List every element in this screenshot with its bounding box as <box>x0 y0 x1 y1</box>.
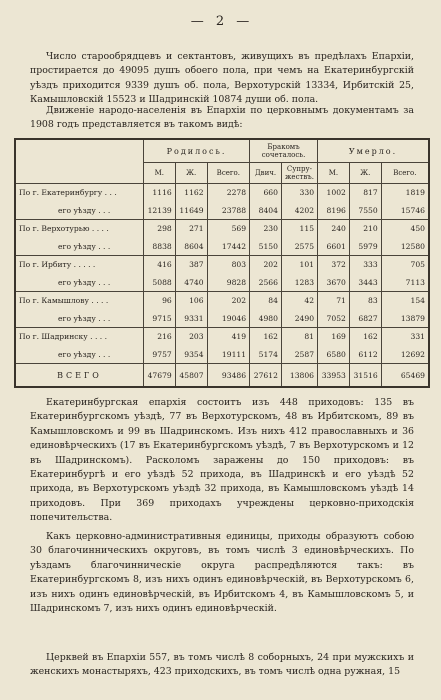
header-married-couples: Супру-жествъ. <box>281 163 317 184</box>
table-cell: 2575 <box>281 238 317 256</box>
table-cell: 660 <box>250 184 282 202</box>
table-cell: 705 <box>381 256 428 274</box>
table-cell: 169 <box>318 328 350 346</box>
table-row <box>16 274 428 292</box>
table-cell: 5088 <box>143 274 175 292</box>
row-label: По г. Верхотурью . . . . <box>16 220 143 238</box>
table-cell: 1162 <box>175 184 207 202</box>
total-row <box>16 364 428 387</box>
table-cell: 4202 <box>281 202 317 220</box>
table-cell: 2278 <box>207 184 250 202</box>
table-cell: 9331 <box>175 310 207 328</box>
header-born: Родилось. <box>143 140 249 163</box>
row-label: его уѣзду . . . <box>58 313 111 323</box>
table-cell: 71 <box>318 292 350 310</box>
table-row <box>16 184 428 202</box>
table-cell: 8404 <box>250 202 282 220</box>
table-cell: 7550 <box>349 202 381 220</box>
header-died: Умерло. <box>318 140 428 163</box>
table-cell: 8196 <box>318 202 350 220</box>
row-label: По г. Ирбиту . . . . . <box>16 256 143 274</box>
header-married-first: Двич. <box>250 163 282 184</box>
table-cell: 210 <box>349 220 381 238</box>
table-row <box>16 220 428 238</box>
table-cell: 817 <box>349 184 381 202</box>
total-cell: 93486 <box>207 364 250 387</box>
table-cell: 115 <box>281 220 317 238</box>
table-cell: 106 <box>175 292 207 310</box>
table-cell: 416 <box>143 256 175 274</box>
table-cell: 17442 <box>207 238 250 256</box>
table-row <box>16 292 428 310</box>
row-label: его уѣзду . . . <box>58 277 111 287</box>
table-cell: 3443 <box>349 274 381 292</box>
row-label: По г. Екатеринбургу . . . <box>16 184 143 202</box>
table-cell: 6580 <box>318 346 350 364</box>
total-cell: 27612 <box>250 364 282 387</box>
table-cell: 19111 <box>207 346 250 364</box>
table-cell: 5979 <box>349 238 381 256</box>
table-cell: 4740 <box>175 274 207 292</box>
paragraph-parishes: Екатеринбургская епархія состоитъ изъ 448 приходовъ: 135 въ Екатеринбургскомъ уѣздѣ, 77 въ Верхотурскомъ, 48 въ Ирбитскомъ, 89 въ Камышловскомъ и 99 въ Шадринскомъ. Изъ нихъ 412 православныхъ и 36 единовѣрческихъ (17 въ Екатеринбургскомъ уѣздѣ, 7 въ Верхотурскомъ и 12 въ Шадринскомъ). Расколомъ заражены до 150 приходовъ: въ Екатеринбургѣ и его уѣздѣ 52 прихода, въ Шадринскѣ и его уѣздѣ 52 прихода, въ Верхотурскомъ уѣздѣ 32 прихода, въ Камышловскомъ уѣздѣ 14 приходовъ. При 369 приходахъ учреждены церковно-приходскія попечительства. <box>30 397 414 524</box>
table-cell: 9715 <box>143 310 175 328</box>
table-cell: 3670 <box>318 274 350 292</box>
total-cell: 65469 <box>381 364 428 387</box>
table-cell: 42 <box>281 292 317 310</box>
table-cell: 19046 <box>207 310 250 328</box>
header-born-total: Всего. <box>207 163 250 184</box>
header-died-total: Всего. <box>381 163 428 184</box>
table-cell: 2566 <box>250 274 282 292</box>
row-label: его уѣзду . . . <box>58 349 111 359</box>
table-cell: 1116 <box>143 184 175 202</box>
table-cell: 8838 <box>143 238 175 256</box>
table-cell: 202 <box>250 256 282 274</box>
total-label: ВСЕГО <box>16 364 143 387</box>
table-cell: 5174 <box>250 346 282 364</box>
table-cell: 203 <box>175 328 207 346</box>
table-cell: 6112 <box>349 346 381 364</box>
total-cell: 13806 <box>281 364 317 387</box>
table-cell: 2587 <box>281 346 317 364</box>
table-cell: 15746 <box>381 202 428 220</box>
table-cell: 4980 <box>250 310 282 328</box>
row-label: его уѣзду . . . <box>58 241 111 251</box>
table-cell: 8604 <box>175 238 207 256</box>
table-row <box>16 346 428 364</box>
table-cell: 2490 <box>281 310 317 328</box>
header-blank <box>16 140 143 184</box>
total-cell: 45807 <box>175 364 207 387</box>
paragraph-population-movement: Движеніе народо-населенія въ Епархіи по церковнымъ документамъ за 1908 годъ представляется въ такомъ видѣ: <box>30 105 414 131</box>
row-label: его уѣзду . . . <box>58 205 111 215</box>
table-cell: 154 <box>381 292 428 310</box>
table-cell: 230 <box>250 220 282 238</box>
table-cell: 419 <box>207 328 250 346</box>
table-cell: 569 <box>207 220 250 238</box>
row-label: По г. Камышлову . . . . <box>16 292 143 310</box>
table-cell: 1283 <box>281 274 317 292</box>
page-number: — 2 — <box>190 14 251 29</box>
table-cell: 333 <box>349 256 381 274</box>
table-cell: 7052 <box>318 310 350 328</box>
table-cell: 12692 <box>381 346 428 364</box>
table-cell: 12580 <box>381 238 428 256</box>
table-cell: 298 <box>143 220 175 238</box>
table-row <box>16 238 428 256</box>
paragraph-old-believers: Число старообрядцевъ и сектантовъ, живущихъ въ предѣлахъ Епархіи, простирается до 49095 душъ обоего пола, при чемъ на Екатеринбургскій уѣздъ приходится 9339 душъ об. пола, Верхотурскій 13334, Ирбитскій 25, Камышловскій 15523 и Шадринскій 10874 души об. пола. <box>30 51 414 106</box>
table-row <box>16 310 428 328</box>
table-cell: 271 <box>175 220 207 238</box>
header-died-m: М. <box>318 163 350 184</box>
table-cell: 216 <box>143 328 175 346</box>
paragraph-churches: Церквей въ Епархіи 557, въ томъ числѣ 8 соборныхъ, 24 при мужскихъ и женскихъ монастыряхъ, 423 приходскихъ, въ томъ числѣ одна ружная, 15 <box>30 652 414 678</box>
table-cell: 13879 <box>381 310 428 328</box>
population-table <box>14 138 430 388</box>
row-label: По г. Шадринску . . . . <box>16 328 143 346</box>
table-cell: 387 <box>175 256 207 274</box>
table-cell: 1002 <box>318 184 350 202</box>
total-cell: 31516 <box>349 364 381 387</box>
table-row <box>16 328 428 346</box>
table-cell: 83 <box>349 292 381 310</box>
table-cell: 96 <box>143 292 175 310</box>
table-cell: 9757 <box>143 346 175 364</box>
table-cell: 162 <box>349 328 381 346</box>
table-cell: 11649 <box>175 202 207 220</box>
table-cell: 7113 <box>381 274 428 292</box>
table-cell: 202 <box>207 292 250 310</box>
paragraph-deaneries: Какъ церковно-административныя единицы, приходы образуютъ собою 30 благочинническихъ округовъ, въ томъ числѣ 3 единовѣрческихъ. По уѣздамъ благочинническіе округа распредѣляются такъ: въ Екатеринбургскомъ 8, изъ нихъ одинъ единовѣрческій, въ Верхотурскомъ 6, изъ нихъ одинъ единовѣрческій, въ Ирбитскомъ 4, въ Камышловскомъ 5, и Шадринскомъ 7, изъ нихъ одинъ единовѣрческій. <box>30 531 414 615</box>
table-cell: 84 <box>250 292 282 310</box>
total-cell: 33953 <box>318 364 350 387</box>
table-cell: 162 <box>250 328 282 346</box>
table-cell: 9828 <box>207 274 250 292</box>
table-cell: 331 <box>381 328 428 346</box>
table-cell: 450 <box>381 220 428 238</box>
header-died-f: Ж. <box>349 163 381 184</box>
header-born-m: М. <box>143 163 175 184</box>
table-cell: 6827 <box>349 310 381 328</box>
table-cell: 5150 <box>250 238 282 256</box>
table-cell: 81 <box>281 328 317 346</box>
table-row <box>16 256 428 274</box>
header-born-f: Ж. <box>175 163 207 184</box>
total-cell: 47679 <box>143 364 175 387</box>
table-cell: 372 <box>318 256 350 274</box>
table-row <box>16 202 428 220</box>
table-cell: 1819 <box>381 184 428 202</box>
table-cell: 23788 <box>207 202 250 220</box>
table-cell: 330 <box>281 184 317 202</box>
table-cell: 101 <box>281 256 317 274</box>
table-cell: 240 <box>318 220 350 238</box>
table-cell: 6601 <box>318 238 350 256</box>
table-cell: 12139 <box>143 202 175 220</box>
header-married: Бракомъ сочеталось. <box>250 140 318 163</box>
table-cell: 803 <box>207 256 250 274</box>
table-cell: 9354 <box>175 346 207 364</box>
